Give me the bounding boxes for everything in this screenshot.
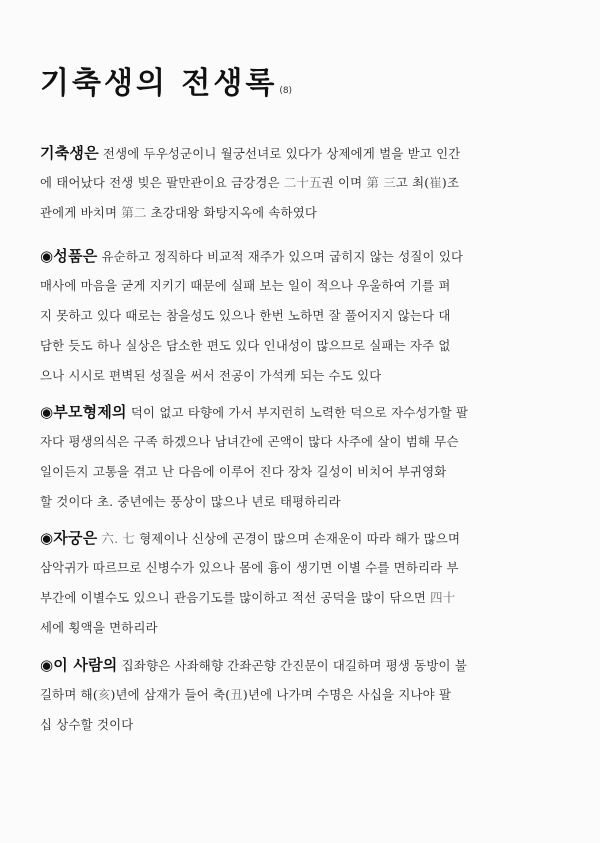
text-line — [40, 427, 568, 457]
text-line — [40, 650, 568, 680]
section-lead: ◉자궁은 — [40, 529, 98, 547]
section-lead: ◉부모형제의 — [40, 403, 127, 421]
section-lead: ◉성품은 — [40, 247, 98, 265]
hanja-text: 四十 — [430, 590, 456, 605]
text-line — [40, 457, 568, 487]
title-text: 기축생의 전생록 — [40, 66, 278, 101]
hanja-text: 崔 — [429, 175, 442, 190]
body-text: 매사에 마음을 굳게 지키기 때문에 실패 보는 일이 적으나 우울하여 기를 펴 — [40, 278, 451, 293]
hanja-text: 第 三 — [366, 175, 396, 190]
section-birth-record — [40, 138, 568, 228]
body-text: 자다 평생의식은 구족 하겠으나 남녀간에 곤액이 많다 사주에 살이 범해 무슨 — [40, 434, 459, 449]
text-line — [40, 553, 568, 583]
section-personality — [40, 241, 568, 391]
page-title — [40, 58, 292, 102]
body-text: 권 이며 — [321, 175, 367, 190]
body-text: 고 최( — [395, 175, 430, 190]
text-line — [40, 168, 568, 198]
body-text: 십 상수할 것이다 — [40, 717, 134, 732]
body-text: 집좌향은 사좌해향 간좌곤향 간진문이 대길하며 평생 동방이 불 — [117, 658, 467, 673]
body-text: 에 태어났다 전생 빚은 팔만관이요 금강경은 — [40, 175, 284, 190]
body-text: )조 — [441, 175, 460, 190]
body-text: )년에 나가며 수명은 사십을 지나야 팔 — [242, 687, 452, 702]
hanja-text: 二十五 — [283, 175, 322, 190]
body-text: 할 것이다 초. 중년에는 풍상이 많으나 년로 태평하리라 — [40, 494, 341, 509]
text-line — [40, 198, 568, 228]
text-line — [40, 583, 568, 613]
section-lead: ◉이 사람의 — [40, 656, 118, 674]
text-line — [40, 397, 568, 427]
text-line — [40, 613, 568, 643]
text-line — [40, 241, 568, 271]
page-number: (8) — [279, 86, 293, 96]
body-text: 지 못하고 있다 때로는 참을성도 있으나 한번 노하면 잘 풀어지지 않는다 대 — [40, 308, 451, 323]
text-line — [40, 138, 568, 168]
text-line — [40, 710, 568, 740]
body-text: 유순하고 정직하다 비교적 재주가 있으며 굽히지 않는 성질이 있다 — [97, 249, 464, 264]
text-line — [40, 487, 568, 517]
body-text: 일이든지 고통을 겪고 난 다음에 이루어 진다 장차 길성이 비치어 부귀영화 — [40, 464, 447, 479]
hanja-text: 第二 — [121, 205, 147, 220]
text-line — [40, 301, 568, 331]
body-text: 길하며 해( — [40, 687, 98, 702]
section-children — [40, 523, 568, 643]
body-text: 초강대왕 화탕지옥에 속하였다 — [146, 205, 318, 220]
text-line — [40, 680, 568, 710]
body-text: 부간에 이별수도 있으니 관음기도를 많이하고 적선 공덕을 많이 닦으면 — [40, 590, 431, 605]
text-line — [40, 271, 568, 301]
hanja-text: 丑 — [230, 687, 243, 702]
hanja-text: 亥 — [97, 687, 111, 702]
body-text: 담한 듯도 하나 실상은 담소한 편도 있다 인내성이 많으므로 실패는 자주 없 — [40, 338, 451, 353]
section-parents-siblings — [40, 397, 568, 517]
body-text: 덕이 없고 타향에 가서 부지런히 노력한 덕으로 자수성가할 팔 — [126, 405, 469, 420]
body-text: )년에 삼재가 들어 축( — [110, 687, 231, 702]
section-lead: 기축생은 — [40, 144, 99, 162]
section-house-direction — [40, 650, 568, 740]
text-line — [40, 331, 568, 361]
body-text: 삼악귀가 따르므로 신병수가 있으나 몸에 흉이 생기면 이별 수를 면하리라 부 — [40, 560, 459, 575]
body-text: 세에 횡액을 면하리라 — [40, 620, 158, 635]
text-line — [40, 523, 568, 553]
hanja-text: 六. 七 — [101, 531, 135, 546]
text-line — [40, 361, 568, 391]
body-text: 으나 시시로 편벽된 성질을 써서 전공이 가석케 되는 수도 있다 — [40, 368, 382, 383]
body-text: 전생에 두우성군이니 월궁선녀로 있다가 상제에게 벌을 받고 인간 — [98, 146, 461, 161]
body-text: 관에게 바치며 — [40, 205, 122, 220]
body-text: 형제이나 신상에 곤경이 많으며 손재운이 따라 해가 많으며 — [134, 531, 461, 546]
